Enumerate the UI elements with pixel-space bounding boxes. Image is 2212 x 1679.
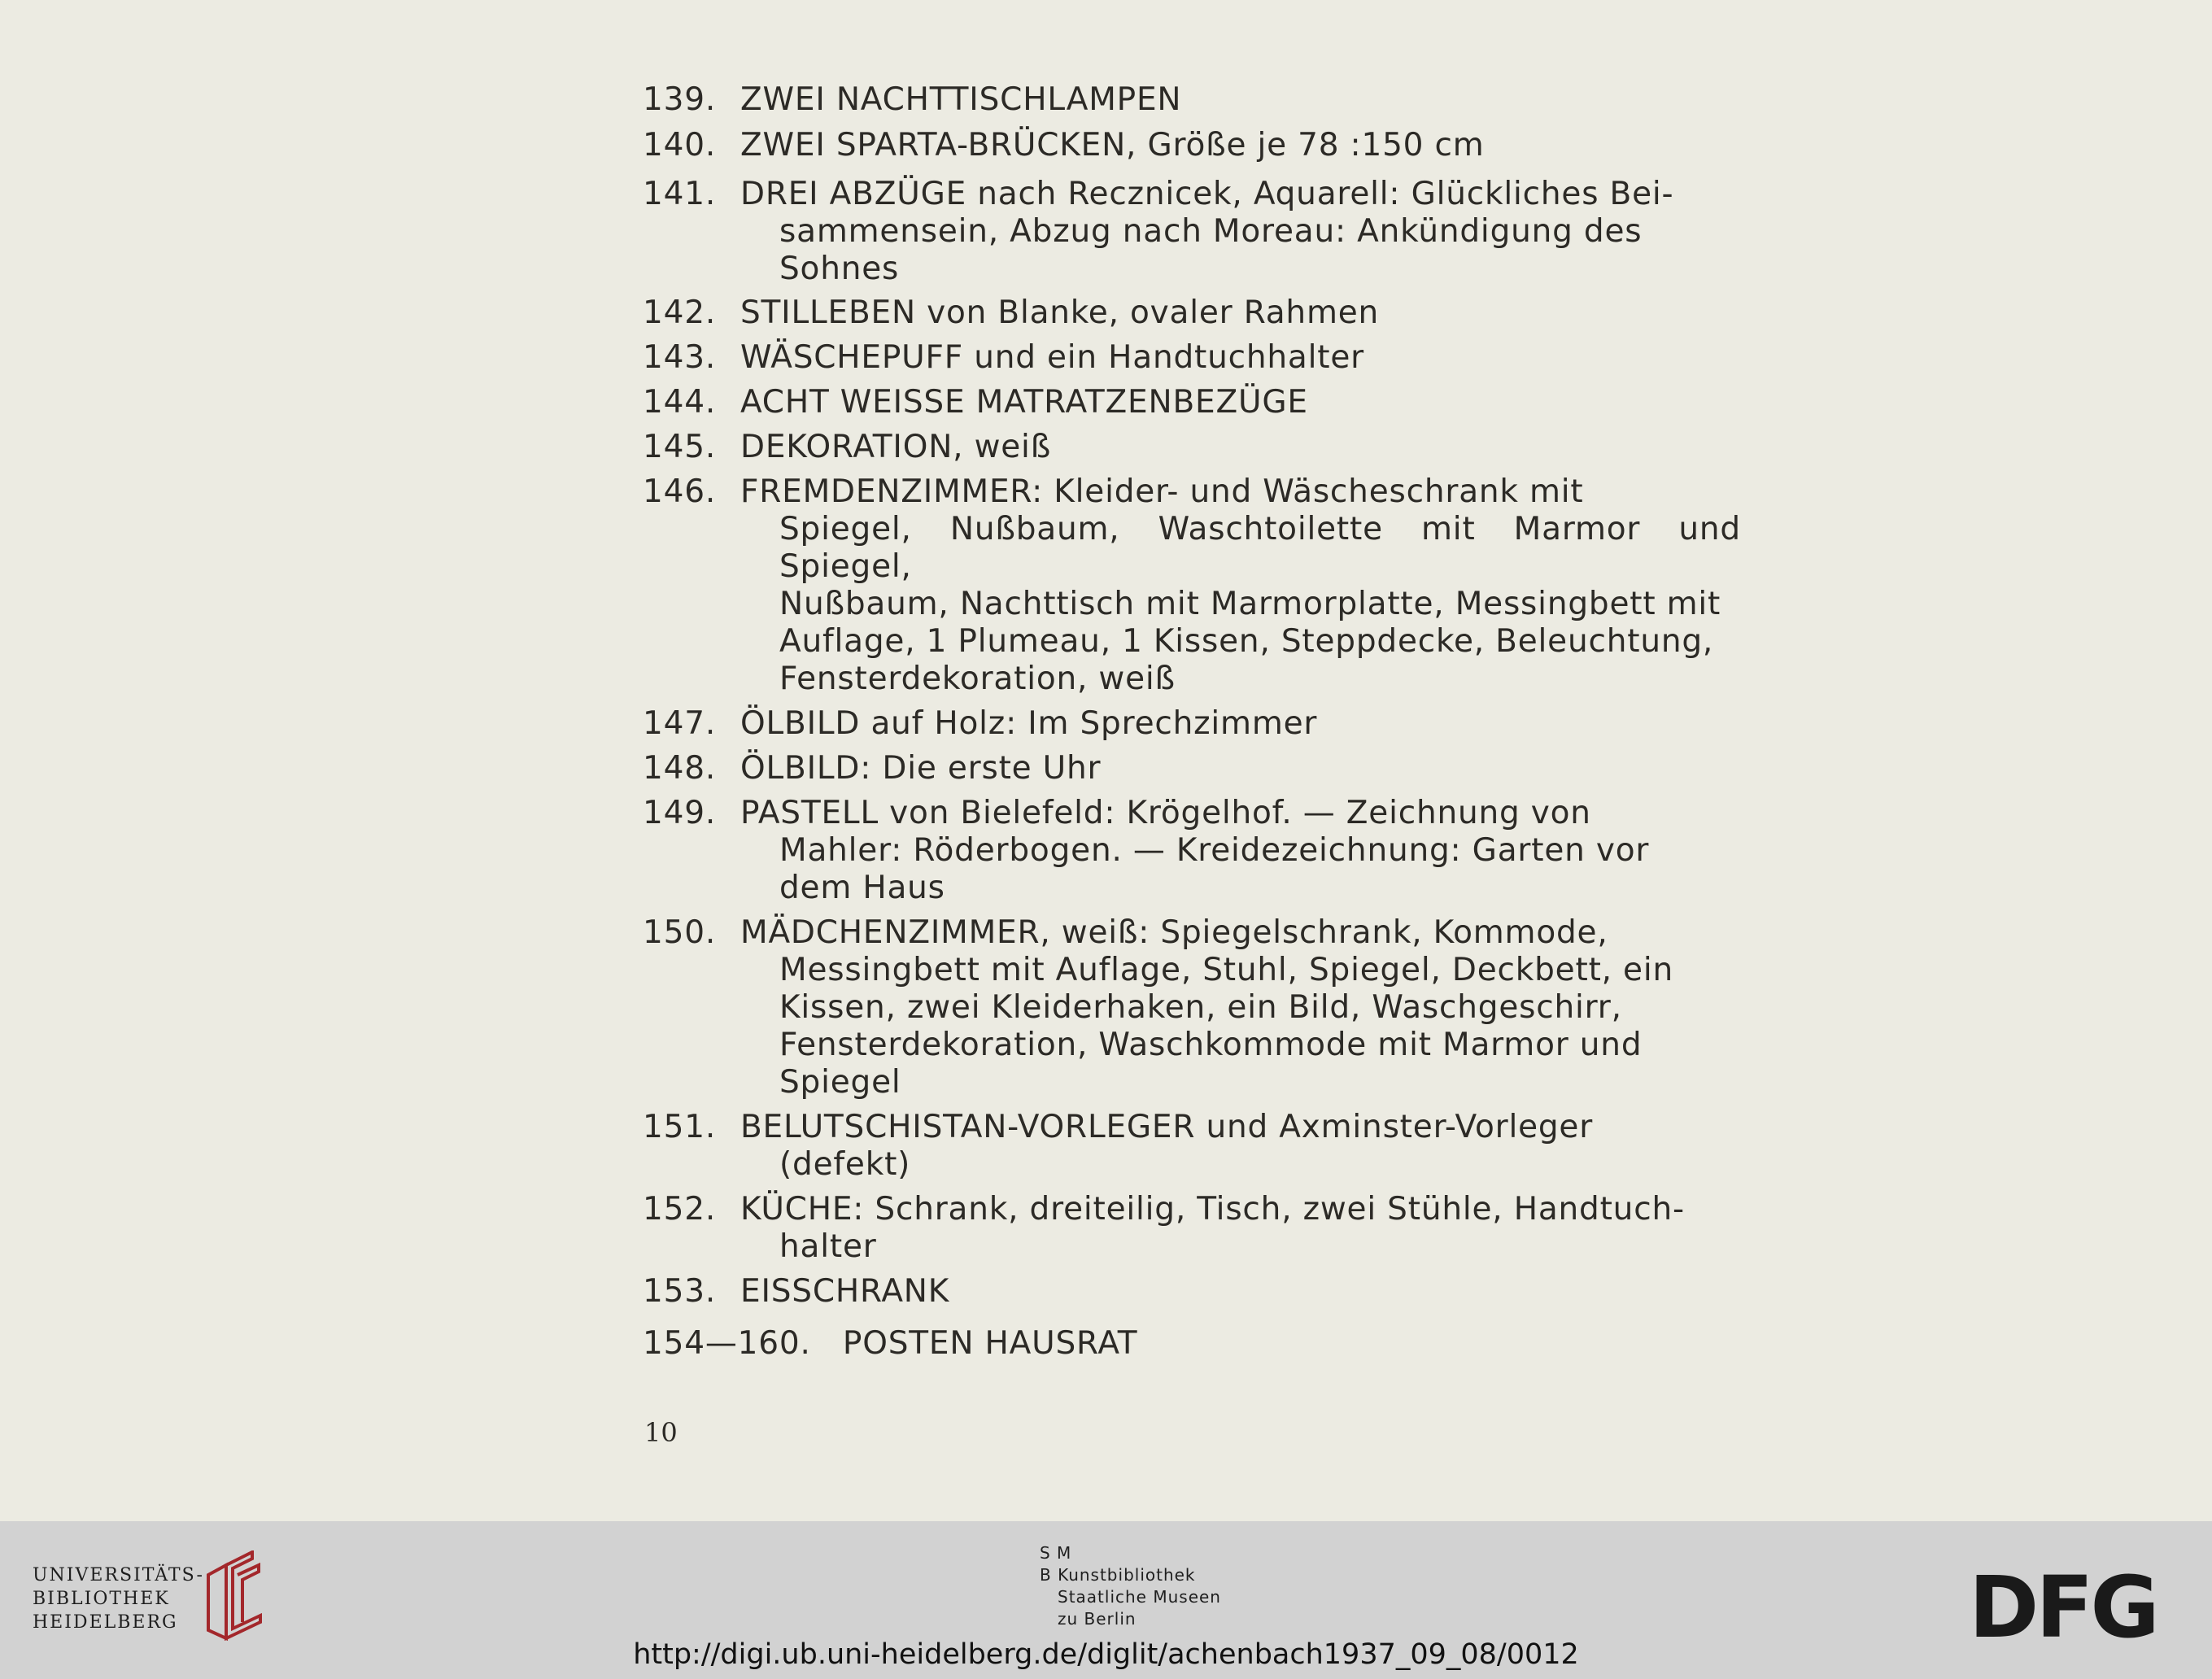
entry-number: 153.	[643, 1273, 717, 1310]
entry-number: 139.	[643, 81, 717, 118]
entry-text: Fensterdekoration, weiß	[779, 661, 1176, 697]
museum-line: zu Berlin	[1058, 1609, 1137, 1629]
entry-text: KÜCHE: Schrank, dreiteilig, Tisch, zwei Stühle, Handtuch-	[740, 1191, 1685, 1228]
entry-text: ZWEI NACHTTISCHLAMPEN	[740, 81, 1182, 118]
catalog-list	[643, 81, 1741, 1363]
catalog-entry-139	[643, 81, 1741, 119]
entry-text: STILLEBEN von Blanke, ovaler Rahmen	[740, 294, 1380, 331]
entry-text: Sohnes	[779, 251, 900, 287]
entry-text: halter	[779, 1228, 877, 1265]
entry-number: 141.	[643, 176, 717, 212]
university-line: BIBLIOTHEK	[33, 1589, 170, 1609]
university-line: HEIDELBERG	[33, 1612, 178, 1633]
entry-number: 150.	[643, 914, 717, 951]
entry-number: 148.	[643, 750, 717, 787]
catalog-entry-146	[643, 473, 1741, 698]
entry-text: WÄSCHEPUFF und ein Handtuchhalter	[740, 339, 1364, 376]
entry-text: sammensein, Abzug nach Moreau: Ankündigung des	[779, 213, 1643, 250]
entry-text: DEKORATION, weiß	[740, 429, 1052, 465]
heidelberg-logo-icon[interactable]	[202, 1550, 267, 1642]
catalog-entry-141	[643, 176, 1741, 288]
viewer-footer	[0, 1521, 2212, 1679]
entry-text: POSTEN HAUSRAT	[842, 1325, 1138, 1362]
entry-number: 144.	[643, 384, 717, 421]
page-number: 10	[644, 1417, 678, 1448]
entry-number: 152.	[643, 1191, 717, 1228]
entry-text: Spiegel	[779, 1064, 901, 1101]
entry-number: 151.	[643, 1109, 717, 1145]
entry-number: 154—160.	[643, 1325, 811, 1362]
entry-text: (defekt)	[779, 1146, 911, 1183]
entry-text: FREMDENZIMMER: Kleider- und Wäscheschrank mit	[740, 473, 1584, 510]
catalog-entry-142	[643, 294, 1741, 332]
entry-text: Auflage, 1 Plumeau, 1 Kissen, Steppdecke, Beleuchtung,	[779, 623, 1714, 660]
catalog-entry-154-160	[643, 1325, 1741, 1363]
museum-line: S M	[1040, 1543, 1072, 1563]
catalog-entry-144	[643, 384, 1741, 421]
entry-text: Mahler: Röderbogen. — Kreidezeichnung: Garten vor	[779, 832, 1650, 869]
entry-text: Fensterdekoration, Waschkommode mit Marmor und	[779, 1027, 1643, 1063]
entry-text: ZWEI SPARTA-BRÜCKEN, Größe je 78 :150 cm	[740, 127, 1485, 164]
entry-text: ÖLBILD auf Holz: Im Sprechzimmer	[740, 705, 1318, 742]
entry-number: 142.	[643, 294, 717, 331]
catalog-entry-145	[643, 429, 1741, 466]
entry-text: Spiegel, Nußbaum, Waschtoilette mit Marmor und Spiegel,	[779, 511, 1741, 585]
catalog-entry-151	[643, 1109, 1741, 1184]
catalog-entry-147	[643, 705, 1741, 743]
catalog-entry-140	[643, 127, 1741, 164]
entry-number: 143.	[643, 339, 717, 376]
entry-number: 145.	[643, 429, 717, 465]
entry-number: 149.	[643, 795, 717, 831]
entry-number: 146.	[643, 473, 717, 510]
entry-text: EISSCHRANK	[740, 1273, 950, 1310]
catalog-entry-143	[643, 339, 1741, 377]
entry-text: PASTELL von Bielefeld: Krögelhof. — Zeichnung von	[740, 795, 1591, 831]
entry-text: MÄDCHENZIMMER, weiß: Spiegelschrank, Kommode,	[740, 914, 1608, 951]
catalog-entry-148	[643, 750, 1741, 787]
entry-text: Messingbett mit Auflage, Stuhl, Spiegel, Deckbett, ein	[779, 952, 1673, 988]
permalink-url[interactable]: http://digi.ub.uni-heidelberg.de/diglit/achenbach1937_09_08/0012	[633, 1638, 1579, 1671]
university-library-name[interactable]	[33, 1563, 204, 1634]
entry-text: DREI ABZÜGE nach Recznicek, Aquarell: Glückliches Bei-	[740, 176, 1674, 212]
entry-text: Nußbaum, Nachttisch mit Marmorplatte, Messingbett mit	[779, 586, 1721, 622]
entry-text: ÖLBILD: Die erste Uhr	[740, 750, 1102, 787]
museum-line: Staatliche Museen	[1058, 1587, 1221, 1607]
entry-number: 147.	[643, 705, 717, 742]
university-line: UNIVERSITÄTS-	[33, 1565, 204, 1585]
catalog-entry-149	[643, 795, 1741, 907]
catalog-entry-152	[643, 1191, 1741, 1266]
museum-line: B Kunstbibliothek	[1040, 1565, 1196, 1585]
entry-text: BELUTSCHISTAN-VORLEGER und Axminster-Vorleger	[740, 1109, 1594, 1145]
entry-text: ACHT WEISSE MATRATZENBEZÜGE	[740, 384, 1308, 421]
museum-logo[interactable]	[1040, 1542, 1221, 1630]
entry-number: 140.	[643, 127, 717, 164]
dfg-logo[interactable]: DFG	[1969, 1558, 2157, 1657]
entry-text: Kissen, zwei Kleiderhaken, ein Bild, Waschgeschirr,	[779, 989, 1622, 1026]
catalog-entry-150	[643, 914, 1741, 1101]
entry-text: dem Haus	[779, 870, 945, 906]
catalog-entry-153	[643, 1273, 1741, 1310]
